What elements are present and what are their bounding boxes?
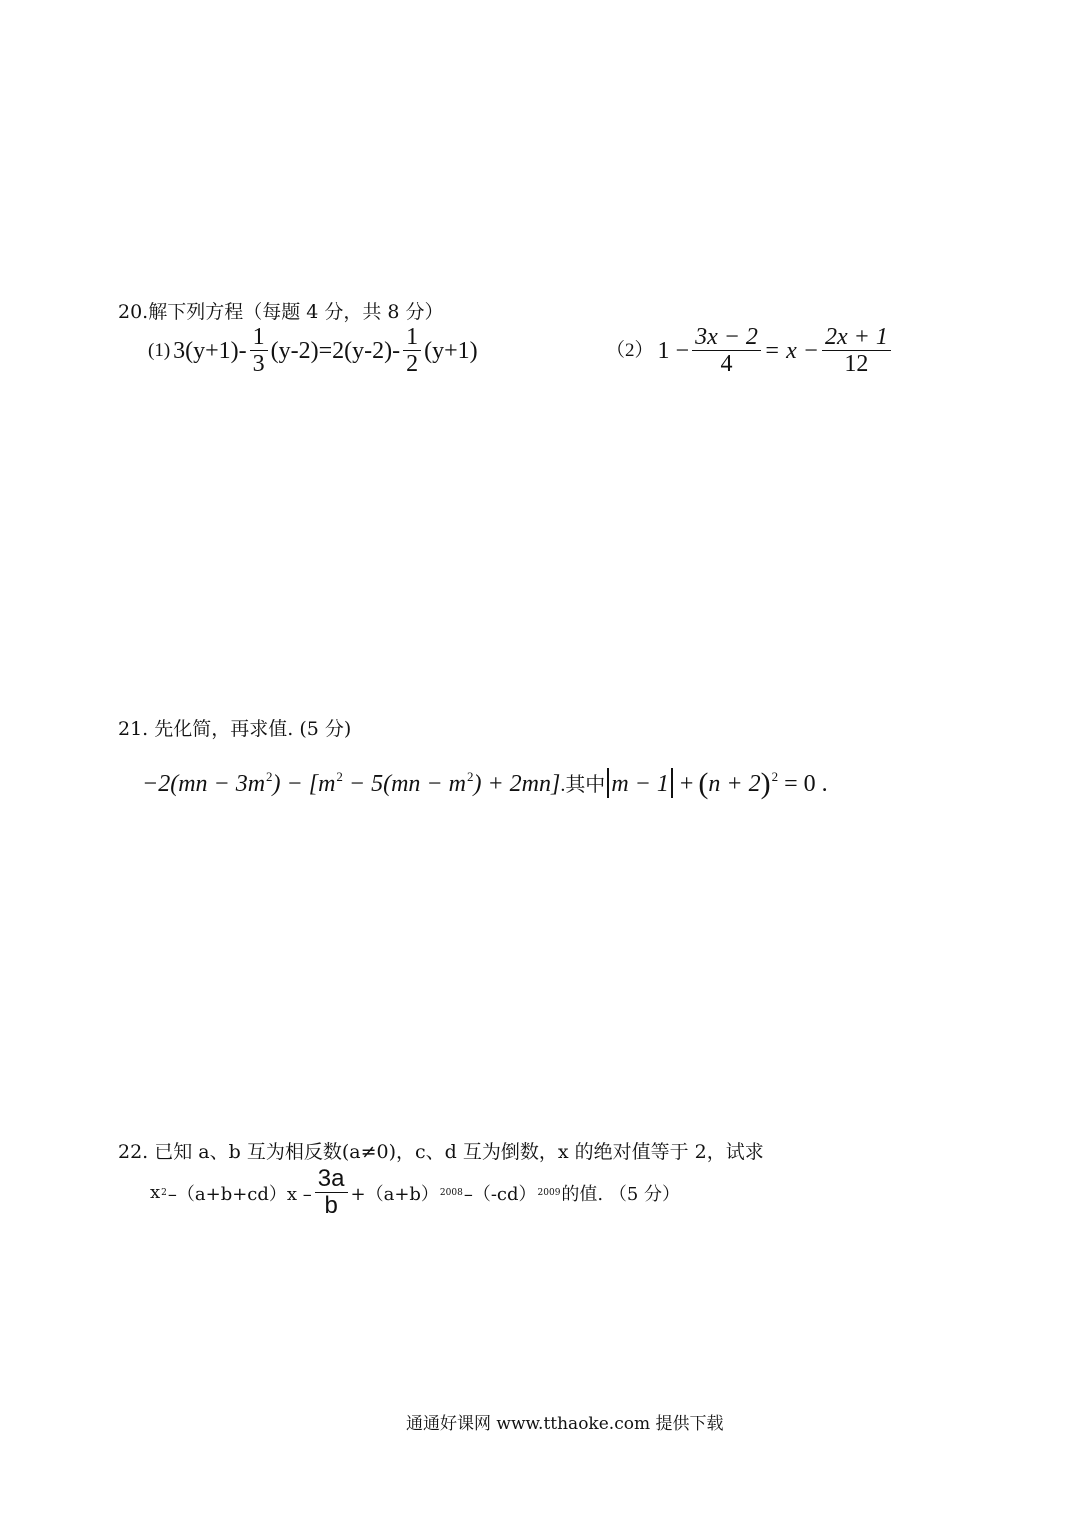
q22-square: 2 — [161, 1187, 167, 1198]
q20-eq1-fraction2 — [403, 324, 421, 377]
q21-paren-left: ( — [698, 767, 709, 800]
fraction-numerator: 1 — [406, 324, 419, 350]
q21-condition-tail: = 0 . — [784, 771, 828, 797]
q22-term3: –（-cd） — [463, 1183, 537, 1205]
q21-expr-part1: −2(mn − 3m — [142, 771, 266, 797]
fraction-denominator: 3 — [252, 351, 265, 377]
q20-eq2-term1: 1 − — [657, 337, 690, 364]
absolute-value-bar-left — [607, 768, 609, 798]
q20-eq2-fraction1 — [692, 324, 761, 377]
q20-heading: 20.解下列方程（每题 4 分，共 8 分） — [118, 301, 444, 323]
q20-equation-1 — [148, 324, 478, 377]
q20-eq2-term2: = x − — [763, 337, 819, 364]
q21-exponent: 2 — [771, 769, 779, 784]
absolute-value-bar-right — [671, 768, 673, 798]
q20-eq2-fraction2 — [822, 324, 891, 377]
q21-expression — [142, 762, 828, 800]
q22-term4: 的值. （5 分） — [561, 1183, 681, 1205]
q21-paren-inner: n + 2 — [708, 771, 761, 797]
q20-eq2-label: （2） — [606, 339, 654, 361]
q22-line1: 22. 已知 a、b 互为相反数(a≠0)，c、d 互为倒数，x 的绝对值等于 2，试求 — [118, 1141, 764, 1163]
fraction-numerator: 3a — [317, 1165, 345, 1192]
page-footer: 通通好课网 www.tthaoke.com 提供下载 — [406, 1414, 724, 1434]
q22-fraction — [315, 1166, 348, 1219]
q22-x: x — [150, 1182, 161, 1203]
q21-exponent: 2 — [336, 769, 343, 784]
q21-condition-prefix: .其中 — [560, 774, 606, 796]
q20-eq1-label: (1) — [148, 339, 171, 361]
q22-exponent-2008: 2008 — [439, 1187, 463, 1198]
q21-paren-right: ) — [760, 767, 771, 800]
q21-abs-inner: m − 1 — [611, 771, 669, 797]
q22-term1: –（a+b+cd）x – — [167, 1183, 312, 1205]
q21-exponent: 2 — [466, 769, 474, 784]
q20-equation-2 — [606, 324, 894, 377]
q20-eq1-term1: 3(y+1)- — [173, 337, 247, 364]
fraction-denominator: 2 — [406, 351, 419, 377]
q20-eq1-term3: (y+1) — [424, 337, 478, 364]
q21-expr-part2: ) − [m — [272, 771, 336, 797]
q21-exponent: 2 — [266, 769, 273, 784]
fraction-numerator: 3x − 2 — [695, 324, 758, 350]
fraction-denominator: 12 — [844, 351, 869, 377]
q22-expression — [150, 1166, 680, 1219]
q22-term2: +（a+b） — [350, 1183, 439, 1205]
q20-eq1-fraction1 — [250, 324, 268, 377]
q21-expr-part3: − 5(mn − m — [342, 771, 466, 797]
fraction-numerator: 2x + 1 — [824, 324, 888, 350]
q22-exponent-2009: 2009 — [537, 1187, 561, 1198]
fraction-denominator: 4 — [720, 351, 733, 377]
fraction-numerator: 1 — [252, 324, 265, 350]
q21-heading: 21. 先化简，再求值. (5 分) — [118, 718, 352, 740]
fraction-denominator: b — [324, 1192, 338, 1219]
q20-eq1-term2: (y-2)=2(y-2)- — [270, 337, 401, 364]
q21-plus: + — [679, 771, 694, 797]
q21-expr-part4: ) + 2mn] — [473, 771, 561, 797]
